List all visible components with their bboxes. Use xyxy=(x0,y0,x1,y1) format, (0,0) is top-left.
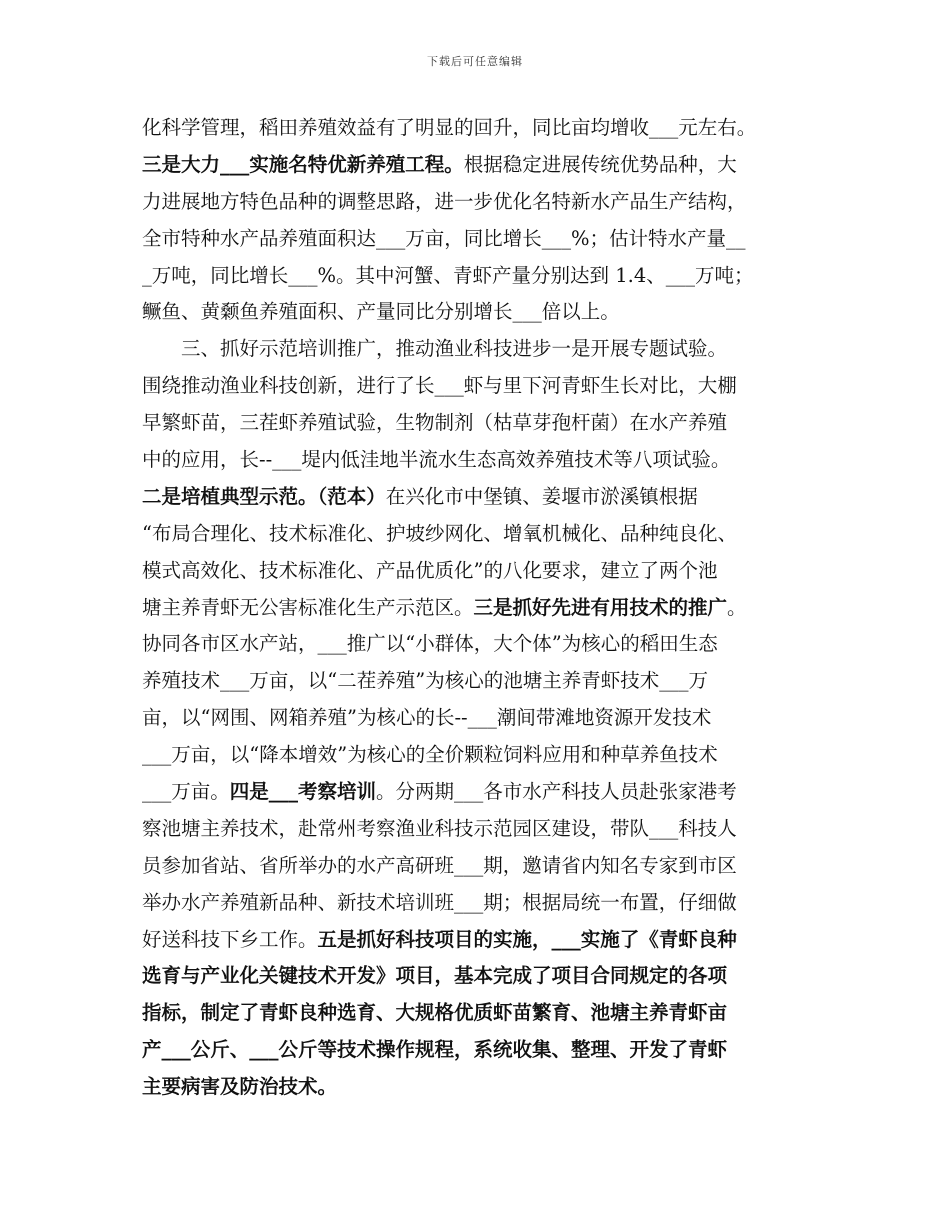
bold-text-run: 主要病害及防治技术。 xyxy=(142,1075,338,1099)
text-line xyxy=(142,1069,832,1106)
text-run: 亩，以“网围、网箱养殖”为核心的长--___潮间带滩地资源开发技术 xyxy=(142,706,712,730)
text-run: 。分两期___各市水产科技人员赴张家港考 xyxy=(376,780,737,804)
text-line xyxy=(142,737,832,774)
text-run: 三、抓好示范培训推广，推动渔业科技进步一是开展专题试验。 xyxy=(142,337,728,361)
bold-text-run: 四是___考察培训 xyxy=(229,780,377,804)
text-line xyxy=(142,479,832,516)
text-run: 全市特种水产品养殖面积达___万亩，同比增长___%；估计特水产量__ xyxy=(142,226,746,250)
text-run: _万吨，同比增长___%。其中河蟹、青虾产量分别达到 1.4、___万吨； xyxy=(142,263,754,287)
text-line xyxy=(142,258,832,295)
text-run: 养殖技术___万亩，以“二茬养殖”为核心的池塘主养青虾技术___万 xyxy=(142,669,708,693)
text-line xyxy=(142,1032,832,1069)
text-line xyxy=(142,995,832,1032)
text-run: 早繁虾苗，三茬虾养殖试验，生物制剂（枯草芽孢杆菌）在水产养殖 xyxy=(142,411,728,435)
text-run: 塘主养青虾无公害标准化生产示范区。 xyxy=(142,595,474,619)
text-line xyxy=(142,848,832,885)
text-line xyxy=(142,147,832,184)
text-run: 在兴化市中堡镇、姜堰市淤溪镇根据 xyxy=(385,484,698,508)
text-line xyxy=(142,221,832,258)
text-line xyxy=(142,110,832,147)
text-run: 举办水产养殖新品种、新技术培训班___期；根据局统一布置，仔细做 xyxy=(142,890,737,914)
text-run: ___万亩。 xyxy=(142,780,230,804)
text-run: 中的应用，长--___堤内低洼地半流水生态高效养殖技术等八项试验。 xyxy=(142,448,731,472)
page-header: 下载后可任意编辑 xyxy=(427,55,523,68)
text-line xyxy=(142,958,832,995)
text-line xyxy=(142,885,832,922)
text-line xyxy=(142,553,832,590)
bold-text-run: 产___公斤、___公斤等技术操作规程，系统收集、整理、开发了青虾 xyxy=(142,1038,728,1062)
text-run: 模式高效化、技术标准化、产品优质化”的八化要求，建立了两个池 xyxy=(142,558,718,582)
text-line xyxy=(142,700,832,737)
bold-text-run: 选育与产业化关键技术开发》项目，基本完成了项目合同规定的各项 xyxy=(142,964,728,988)
text-line xyxy=(142,811,832,848)
text-run: 鳜鱼、黄颡鱼养殖面积、产量同比分别增长___倍以上。 xyxy=(142,300,620,324)
text-line xyxy=(142,590,832,627)
text-run: 。 xyxy=(727,595,747,619)
text-line xyxy=(142,626,832,663)
text-line xyxy=(142,368,832,405)
bold-text-run: 三是抓好先进有用技术的推广 xyxy=(473,595,728,619)
text-line xyxy=(142,442,832,479)
text-line xyxy=(142,663,832,700)
body-text xyxy=(142,110,832,1106)
text-run: 力进展地方特色品种的调整思路，进一步优化名特新水产品生产结构， xyxy=(142,189,747,213)
text-line xyxy=(142,294,832,331)
text-run: 化科学管理，稻田养殖效益有了明显的回升，同比亩均增收___元左右。 xyxy=(142,116,757,139)
bold-text-run: 指标，制定了青虾良种选育、大规格优质虾苗繁育、池塘主养青虾亩 xyxy=(142,1001,728,1025)
bold-text-run: 五是抓好科技项目的实施，___实施了《青虾良种 xyxy=(317,927,737,951)
text-run: 察池塘主养技术，赴常州考察渔业科技示范园区建设，带队___科技人 xyxy=(142,816,737,840)
text-run: 围绕推动渔业科技创新，进行了长___虾与里下河青虾生长对比，大棚 xyxy=(142,374,737,398)
bold-text-run: 二是培植典型示范。（范本） xyxy=(142,484,386,508)
text-line xyxy=(142,405,832,442)
text-run: 员参加省站、省所举办的水产高研班___期，邀请省内知名专家到市区 xyxy=(142,853,737,877)
text-run: “布局合理化、技术标准化、护坡纱网化、增氧机械化、品种纯良化、 xyxy=(142,521,737,545)
text-line xyxy=(142,922,832,959)
text-line xyxy=(142,184,832,221)
bold-text-run: 三是大力___实施名特优新养殖工程。 xyxy=(142,152,464,176)
text-run: ___万亩，以“降本增效”为核心的全价颗粒饲料应用和种草养鱼技术 xyxy=(142,743,718,767)
text-line xyxy=(142,331,832,368)
text-run: 根据稳定进展传统优势品种，大 xyxy=(463,152,737,176)
text-line xyxy=(142,516,832,553)
text-run: 好送科技下乡工作。 xyxy=(142,927,318,951)
text-run: 协同各市区水产站，___推广以“小群体，大个体”为核心的稻田生态 xyxy=(142,632,718,656)
text-line xyxy=(142,774,832,811)
